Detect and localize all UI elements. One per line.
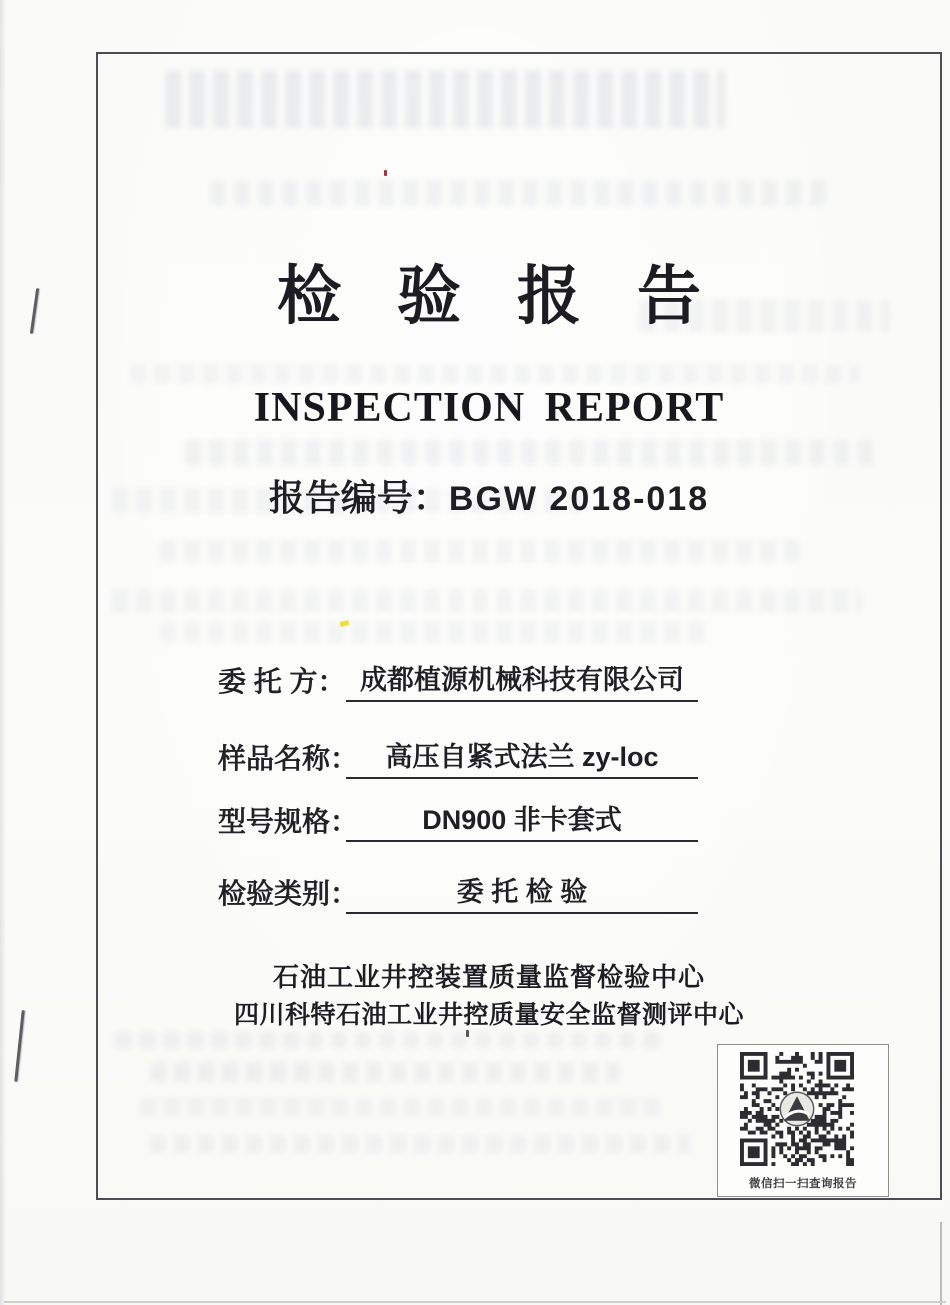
issuer-line-1: 石油工业井控装置质量监督检验中心 <box>272 962 705 992</box>
field-underline <box>346 874 698 914</box>
ink-speck-dark <box>466 1030 469 1037</box>
qr-caption: 微信扫一扫查询报告 <box>749 1178 857 1190</box>
paper-edge-left <box>0 0 6 1305</box>
report-title-chinese-text: 检验报告 <box>277 260 757 332</box>
staple-top <box>30 288 39 334</box>
field-label-model-spec: 型号规格： <box>218 806 359 837</box>
field-label-client: 委 托 方： <box>218 666 346 697</box>
paper-edge-bottom <box>4 1301 946 1303</box>
report-title-english: INSPECTION REPORT <box>253 385 725 431</box>
issuer-line-2: 四川科特石油工业井控质量安全监督测评中心 <box>233 1001 744 1029</box>
field-underline <box>346 662 698 702</box>
field-value-inspection-type: 委 托 检 验 <box>456 877 588 907</box>
staple-bottom <box>14 1010 25 1082</box>
qr-code <box>740 1052 854 1166</box>
field-value-client: 成都植源机械科技有限公司 <box>360 665 684 695</box>
field-value-sample-name: 高压自紧式法兰 zy-loc <box>385 742 659 772</box>
report-number-value: BGW 2018-018 <box>448 480 710 518</box>
field-label-sample-name: 样品名称： <box>218 743 359 774</box>
field-underline <box>346 802 698 842</box>
field-label-inspection-type: 检验类别： <box>218 878 359 909</box>
field-row-inspection-type <box>96 874 882 914</box>
qr-center-logo <box>780 1092 813 1125</box>
ink-speck-red <box>384 170 387 176</box>
field-row-sample-name <box>96 739 882 779</box>
paper-edge-right <box>940 1222 942 1305</box>
field-row-client <box>96 662 882 702</box>
report-number-label: 报告编号： <box>268 477 449 518</box>
field-underline <box>346 739 698 779</box>
qr-panel <box>717 1044 889 1197</box>
report-title-chinese <box>96 260 882 334</box>
field-value-model-spec: DN900 非卡套式 <box>422 805 622 835</box>
field-row-model-spec <box>96 802 882 842</box>
report-number-line <box>96 470 882 521</box>
